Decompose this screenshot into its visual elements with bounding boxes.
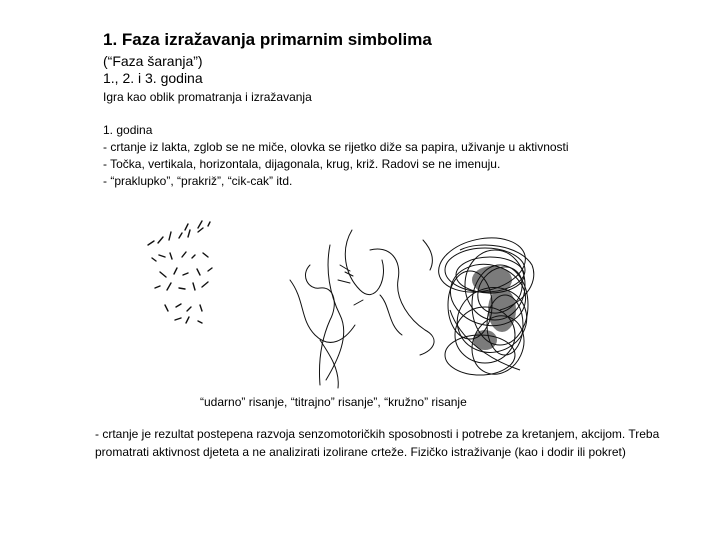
drawings-caption: “udarno” risanje, “titrajno” risanje”, “kružno” risanje <box>200 395 467 409</box>
detail-line-4: - “praklupko”, “prakriž”, “cik-cak” itd. <box>103 174 293 188</box>
age-range: 1., 2. i 3. godina <box>103 70 203 86</box>
intro-text: Igra kao oblik promatranja i izražavanja <box>103 90 312 104</box>
detail-line-2: - crtanje iz lakta, zglob se ne miče, olovka se rijetko diže sa papira, uživanje u aktivnosti <box>103 140 569 154</box>
vibrating-scribble-drawing <box>290 230 434 388</box>
detail-line-3: - Točka, vertikala, horizontala, dijagonala, krug, križ. Radovi se ne imenuju. <box>103 157 501 171</box>
stroke-scribble-drawing <box>148 221 212 323</box>
slide-subtitle: (“Faza šaranja”) <box>103 53 203 69</box>
conclusion-text: - crtanje je rezultat postepena razvoja senzomotoričkih sposobnosti i potrebe za kretanjem, akcijom. Treba promatrati aktivnost djeteta a ne analizirati izolirane crteže. Fizičko istraživanje (kao i dodir ili pokret) <box>95 427 660 459</box>
scribble-drawings <box>140 210 540 395</box>
detail-line-1: 1. godina <box>103 123 153 137</box>
slide-title: 1. Faza izražavanja primarnim simbolima <box>103 30 432 49</box>
circular-scribble-drawing <box>434 230 536 382</box>
